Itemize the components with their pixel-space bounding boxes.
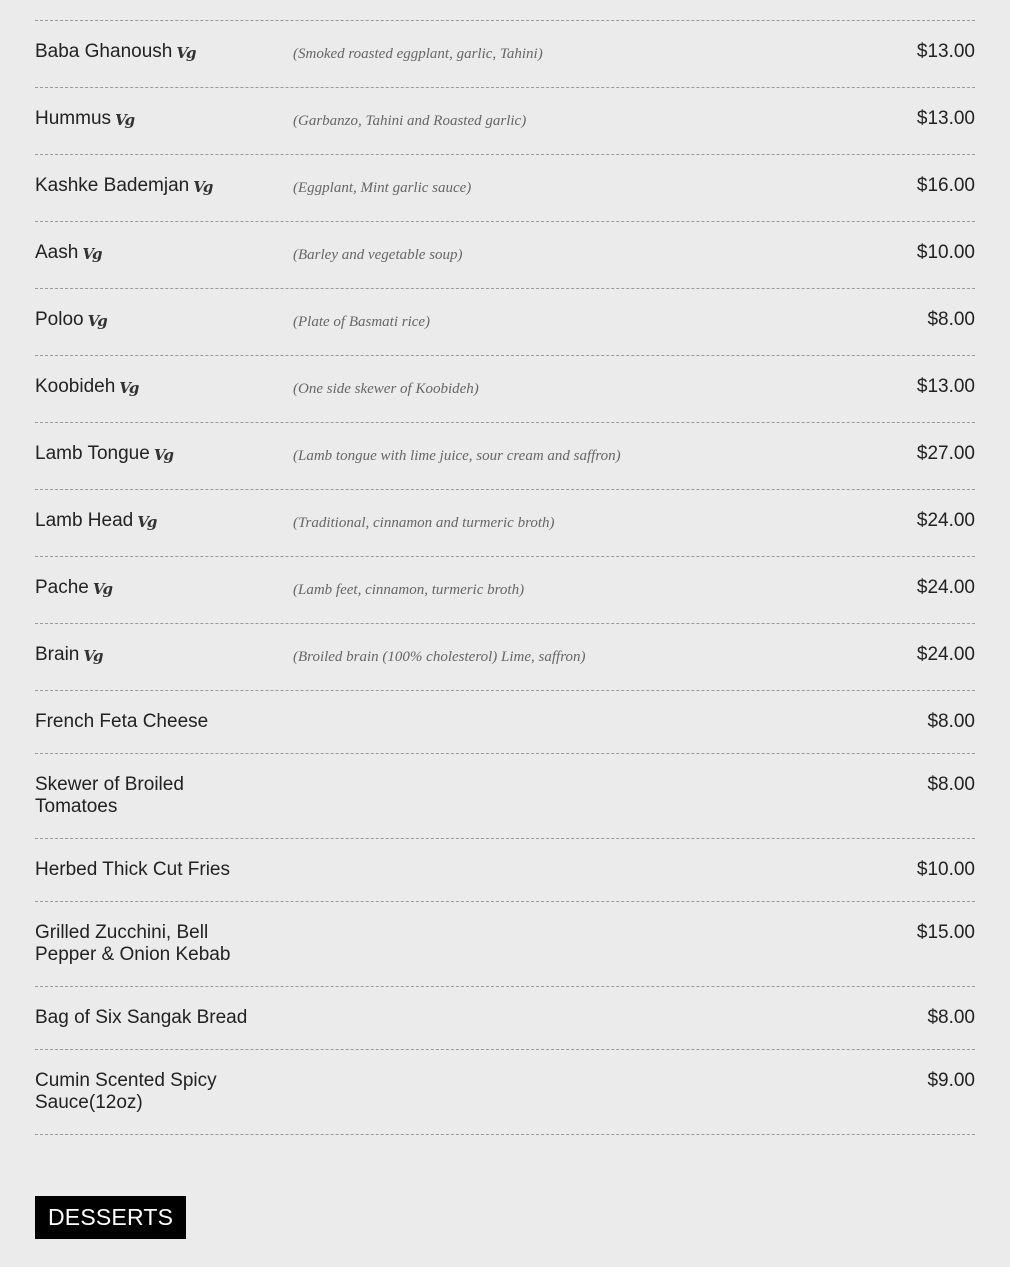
menu-item-cumin-sauce bbox=[35, 1049, 975, 1135]
menu-item-lamb-tongue bbox=[35, 422, 975, 489]
item-description: (Eggplant, Mint garlic sauce) bbox=[293, 180, 472, 196]
item-description: (One side skewer of Koobideh) bbox=[293, 381, 479, 397]
item-price: $8.00 bbox=[927, 309, 975, 330]
vegan-icon: Vg bbox=[115, 111, 134, 129]
item-description: (Lamb feet, cinnamon, turmeric broth) bbox=[293, 582, 525, 598]
item-name: Poloo Vg bbox=[35, 309, 106, 330]
menu-item-french-feta-cheese bbox=[35, 690, 975, 753]
menu-item-brain bbox=[35, 623, 975, 690]
vegan-icon: Vg bbox=[193, 178, 212, 196]
item-price: $13.00 bbox=[916, 108, 975, 129]
menu-item-skewer-broiled-tomatoes bbox=[35, 753, 975, 838]
item-price: $10.00 bbox=[916, 242, 975, 263]
vegan-icon: Vg bbox=[82, 245, 101, 263]
item-name: Aash Vg bbox=[35, 242, 101, 263]
menu-item-kashke-bademjan bbox=[35, 154, 975, 221]
item-price: $8.00 bbox=[927, 1007, 975, 1028]
menu-item-poloo bbox=[35, 288, 975, 355]
menu-item-grilled-zucchini-kebab bbox=[35, 901, 975, 986]
item-description: (Plate of Basmati rice) bbox=[293, 314, 431, 330]
item-name: Cumin Scented Spicy Sauce(12oz) bbox=[35, 1070, 217, 1113]
item-description: (Lamb tongue with lime juice, sour cream and saffron) bbox=[293, 448, 621, 464]
item-name: French Feta Cheese bbox=[35, 711, 209, 732]
menu-item-aash bbox=[35, 221, 975, 288]
item-price: $13.00 bbox=[916, 376, 975, 397]
vegan-icon: Vg bbox=[153, 446, 172, 464]
item-description: (Traditional, cinnamon and turmeric broth) bbox=[293, 515, 555, 531]
menu-item-pache bbox=[35, 556, 975, 623]
item-name: Hummus Vg bbox=[35, 108, 134, 129]
item-description: (Smoked roasted eggplant, garlic, Tahini) bbox=[293, 46, 543, 62]
item-price: $24.00 bbox=[916, 644, 975, 665]
vegan-icon: Vg bbox=[119, 379, 138, 397]
vegan-icon: Vg bbox=[137, 513, 156, 531]
item-price: $8.00 bbox=[927, 774, 975, 795]
item-name: Pache Vg bbox=[35, 577, 112, 598]
item-price: $13.00 bbox=[916, 41, 975, 62]
item-name: Koobideh Vg bbox=[35, 376, 138, 397]
item-price: $27.00 bbox=[916, 443, 975, 464]
menu-item-hummus bbox=[35, 87, 975, 154]
item-price: $10.00 bbox=[916, 859, 975, 880]
menu-list bbox=[35, 20, 975, 1135]
item-name: Herbed Thick Cut Fries bbox=[35, 859, 230, 880]
item-price: $24.00 bbox=[916, 510, 975, 531]
item-name: Kashke Bademjan Vg bbox=[35, 175, 212, 196]
item-description: (Broiled brain (100% cholesterol) Lime, saffron) bbox=[293, 649, 586, 665]
menu-item-koobideh bbox=[35, 355, 975, 422]
item-name: Grilled Zucchini, Bell Pepper & Onion Kebab bbox=[35, 922, 231, 965]
menu-item-lamb-head bbox=[35, 489, 975, 556]
desserts-section-header: DESSERTS bbox=[35, 1196, 186, 1239]
item-price: $9.00 bbox=[927, 1070, 975, 1091]
vegan-icon: Vg bbox=[92, 580, 112, 598]
item-description: (Garbanzo, Tahini and Roasted garlic) bbox=[293, 113, 527, 129]
menu-item-herbed-fries bbox=[35, 838, 975, 901]
item-name: Baba Ghanoush Vg bbox=[35, 41, 195, 62]
vegan-icon: Vg bbox=[176, 44, 195, 62]
item-name: Lamb Tongue Vg bbox=[35, 443, 172, 464]
menu-item-baba-ghanoush bbox=[35, 20, 975, 87]
item-name: Bag of Six Sangak Bread bbox=[35, 1007, 248, 1028]
item-name: Lamb Head Vg bbox=[35, 510, 156, 531]
item-name: Brain Vg bbox=[35, 644, 102, 665]
item-price: $15.00 bbox=[916, 922, 975, 943]
item-description: (Barley and vegetable soup) bbox=[293, 247, 463, 263]
item-price: $16.00 bbox=[916, 175, 975, 196]
item-price: $8.00 bbox=[927, 711, 975, 732]
item-name: Skewer of Broiled Tomatoes bbox=[35, 774, 184, 817]
menu-item-sangak-bread bbox=[35, 986, 975, 1049]
item-price: $24.00 bbox=[916, 577, 975, 598]
vegan-icon: Vg bbox=[83, 647, 102, 665]
vegan-icon: Vg bbox=[87, 312, 106, 330]
